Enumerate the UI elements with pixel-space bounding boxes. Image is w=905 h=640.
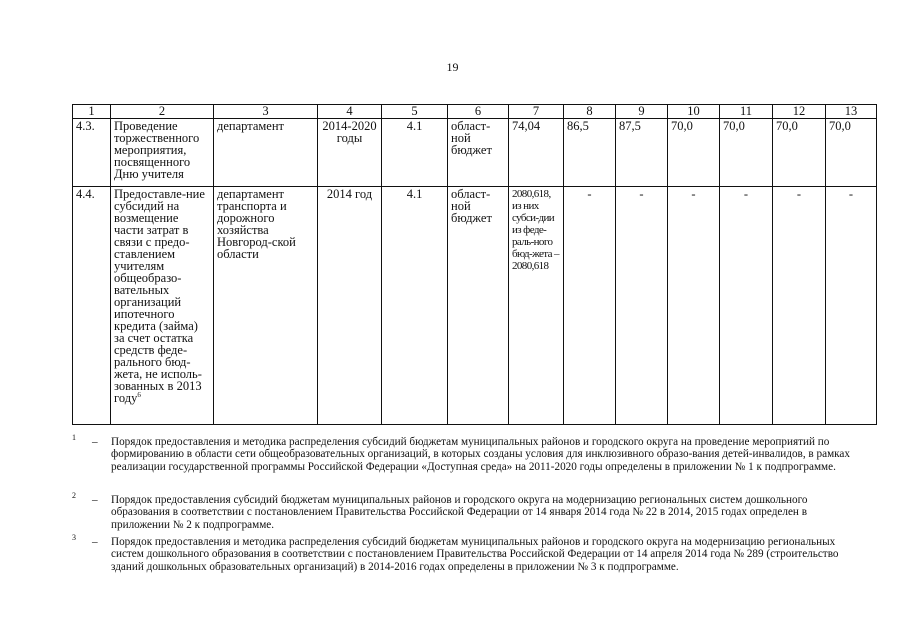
column-header: 10	[668, 105, 720, 119]
column-header: 12	[773, 105, 826, 119]
value-cell: 70,0	[773, 119, 826, 187]
footnote-dash: –	[92, 536, 98, 548]
value-cell: 70,0	[668, 119, 720, 187]
funding-source: област-ной бюджет	[448, 119, 509, 187]
indicator: 4.1	[382, 187, 448, 425]
subprogram-table	[72, 104, 877, 425]
column-header: 6	[448, 105, 509, 119]
value-cell: 2080,618, из них субси-дии из феде-раль-ного бюд-жета – 2080,618	[509, 187, 564, 425]
period: 2014 год	[318, 187, 382, 425]
indicator: 4.1	[382, 119, 448, 187]
row-number: 4.3.	[73, 119, 111, 187]
value-cell: 70,0	[720, 119, 773, 187]
footnote-ref: 6	[137, 390, 141, 399]
column-header: 3	[214, 105, 318, 119]
column-header: 1	[73, 105, 111, 119]
table-row	[73, 187, 877, 425]
executor: департамент	[214, 119, 318, 187]
footnote-dash: –	[92, 494, 98, 506]
executor: департамент транспорта и дорожного хозяйства Новгород-ской области	[214, 187, 318, 425]
activity-name-text: Предоставле-ние субсидий на возмещение части затрат в связи с предо-ставлением учителям общеобразо-вательных организаций ипотечного кредита (займа) за счет остатка средств феде-рального бюд-жета, не исполь-зованных в 2013 году	[114, 187, 205, 405]
value-cell: -	[668, 187, 720, 425]
column-header: 2	[111, 105, 214, 119]
table-header-row	[73, 105, 877, 119]
page-number: 19	[446, 60, 459, 74]
column-header: 11	[720, 105, 773, 119]
activity-name	[111, 187, 214, 425]
row-number: 4.4.	[73, 187, 111, 425]
funding-source: област-ной бюджет	[448, 187, 509, 425]
column-header: 4	[318, 105, 382, 119]
table-row	[73, 119, 877, 187]
column-header: 7	[509, 105, 564, 119]
footnote-number: 3	[72, 533, 76, 542]
value-cell: -	[773, 187, 826, 425]
value-cell: -	[564, 187, 616, 425]
value-cell: -	[616, 187, 668, 425]
value-cell: 86,5	[564, 119, 616, 187]
footnote-number: 2	[72, 491, 76, 500]
footnote-number: 1	[72, 433, 76, 442]
period: 2014-2020 годы	[318, 119, 382, 187]
activity-name: Проведение торжественного мероприятия, посвященного Дню учителя	[111, 119, 214, 187]
column-header: 8	[564, 105, 616, 119]
value-cell: 87,5	[616, 119, 668, 187]
footnote-text: Порядок предоставления и методика распределения субсидий бюджетам муниципальных районов и городского округа на проведение мероприятий по формированию в области сети общеобразовательных организаций, в которых созданы условия для инклюзивного образо-вания детей-инвалидов, в рамках реализации государственной программы Российской Федерации «Доступная среда» на 2011-2020 годы определены в приложении № 1 к подпрограмме.	[111, 436, 850, 473]
footnote-text: Порядок предоставления и методика распределения субсидий бюджетам муниципальных районов и городского округа на модернизацию региональных систем дошкольного образования в соответствии с постановлением Правительства Российской Федерации от 14 апреля 2014 года № 289 (строительство зданий дошкольных образовательных организаций) в 2014-2016 годах определены в приложении № 3 к подпрограмме.	[111, 536, 839, 573]
value-cell: -	[720, 187, 773, 425]
column-header: 13	[826, 105, 877, 119]
value-cell: 70,0	[826, 119, 877, 187]
footnote-text: Порядок предоставления субсидий бюджетам муниципальных районов и городского округа на модернизацию региональных систем дошкольного образования в соответствии с постановлением Правительства Российской Федерации от 14 января 2014 года № 22 в 2014, 2015 годах определен в приложении № 2 к подпрограмме.	[111, 494, 808, 531]
footnote-dash: –	[92, 436, 98, 448]
column-header: 5	[382, 105, 448, 119]
value-cell: 74,04	[509, 119, 564, 187]
column-header: 9	[616, 105, 668, 119]
value-cell: -	[826, 187, 877, 425]
